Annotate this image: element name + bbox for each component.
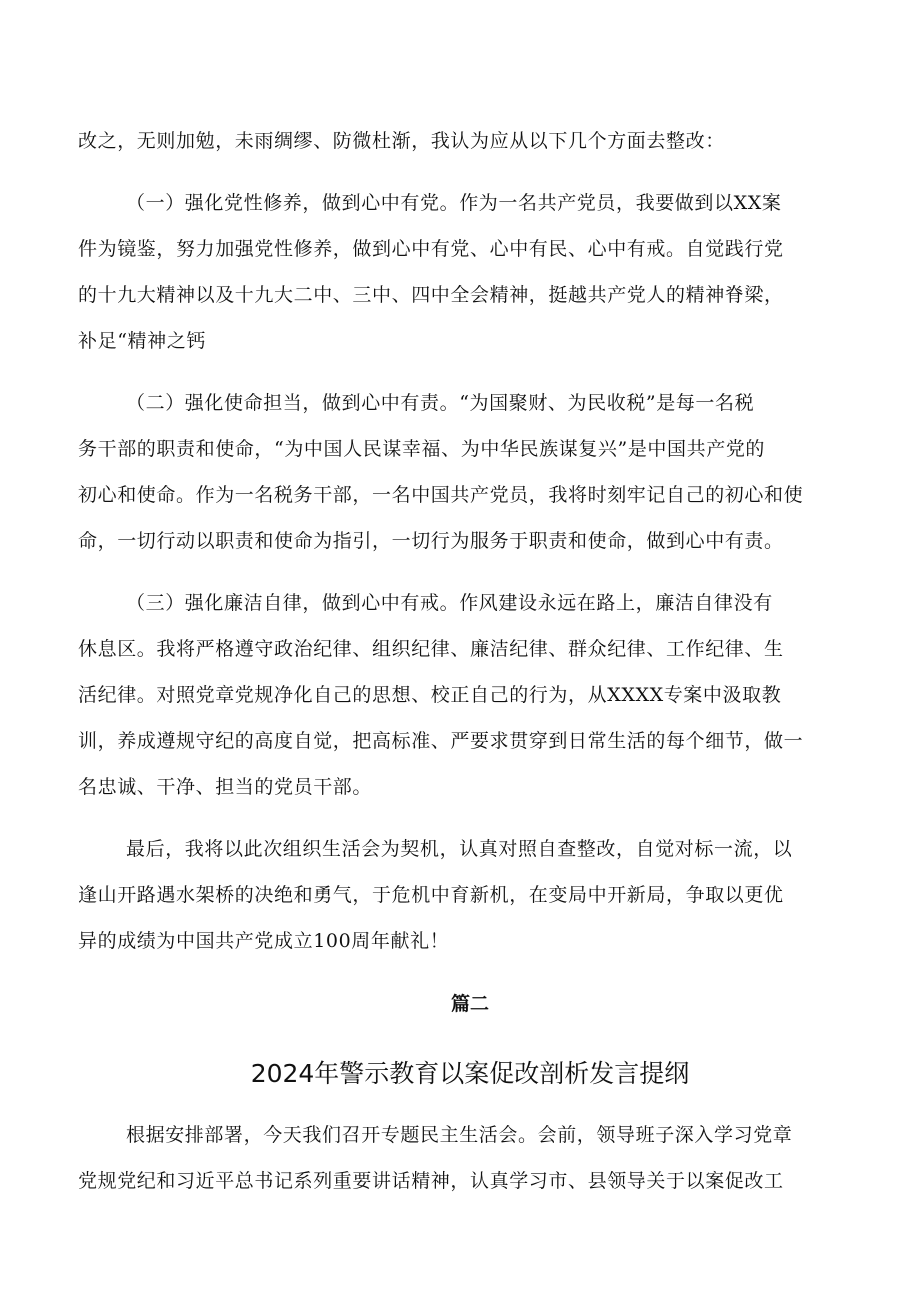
document-page — [78, 118, 862, 1204]
text-line: 名忠诚、干净、担当的党员干部。 — [78, 776, 373, 798]
paragraph-intro-tail — [78, 118, 862, 164]
paragraph-gap — [78, 164, 862, 180]
text-line: 务干部的职责和使命，“为中国人民谋幸福、为中华民族谋复兴”是中国共产党的 — [78, 438, 766, 460]
section-label: 篇二 — [450, 993, 489, 1015]
text-line: 件为镜鉴，努力加强党性修养，做到心中有党、心中有民、心中有戒。自觉践行党 — [78, 238, 784, 260]
paragraph-gap — [78, 564, 862, 580]
text-line: 命，一切行动以职责和使命为指引，一切行为服务于职责和使命，做到心中有责。 — [78, 530, 784, 552]
paragraph-item-2 — [78, 380, 862, 564]
text-line: （二）强化使命担当，做到心中有责。“为国聚财、为民收税”是每一名税 — [126, 392, 755, 414]
text-line: 改之，无则加勉，未雨绸缪、防微杜渐，我认为应从以下几个方面去整改： — [78, 130, 725, 152]
paragraph-gap — [78, 364, 862, 380]
text-line: 的十九大精神以及十九大二中、三中、四中全会精神，挺越共产党人的精神脊梁， — [78, 284, 784, 306]
paragraph-closing — [78, 826, 862, 964]
paragraph-item-3 — [78, 580, 862, 810]
text-line: 异的成绩为中国共产党成立100周年献礼！ — [78, 930, 450, 952]
text-line: 活纪律。对照党章党规净化自己的思想、校正自己的行为，从XXXX专案中汲取教 — [78, 684, 782, 706]
text-line: 根据安排部署，今天我们召开专题民主生活会。会前，领导班子深入学习党章 — [126, 1124, 793, 1146]
paragraph-part2-intro — [78, 1112, 862, 1204]
text-line: （三）强化廉洁自律，做到心中有戒。作风建设永远在路上，廉洁自律没有 — [126, 592, 773, 614]
text-line: 补足“精神之钙 — [78, 330, 206, 352]
text-line: 休息区。我将严格遵守政治纪律、组织纪律、廉洁纪律、群众纪律、工作纪律、生 — [78, 638, 784, 660]
text-line: （一）强化党性修养，做到心中有党。作为一名共产党员，我要做到以XX案 — [126, 192, 782, 214]
text-line: 训，养成遵规守纪的高度自觉，把高标准、严要求贯穿到日常生活的每个细节，做一 — [78, 730, 804, 752]
text-line: 党规党纪和习近平总书记系列重要讲话精神，认真学习市、县领导关于以案促改工 — [78, 1170, 784, 1192]
text-line: 初心和使命。作为一名税务干部，一名中国共产党员，我将时刻牢记自己的初心和使 — [78, 484, 804, 506]
document-title: 2024年警示教育以案促改剖析发言提纲 — [250, 1059, 690, 1088]
text-line: 逢山开路遇水架桥的决绝和勇气，于危机中育新机，在变局中开新局，争取以更优 — [78, 884, 784, 906]
paragraph-item-1 — [78, 180, 862, 364]
text-line: 最后，我将以此次组织生活会为契机，认真对照自查整改，自觉对标一流，以 — [126, 838, 793, 860]
paragraph-gap — [78, 810, 862, 826]
